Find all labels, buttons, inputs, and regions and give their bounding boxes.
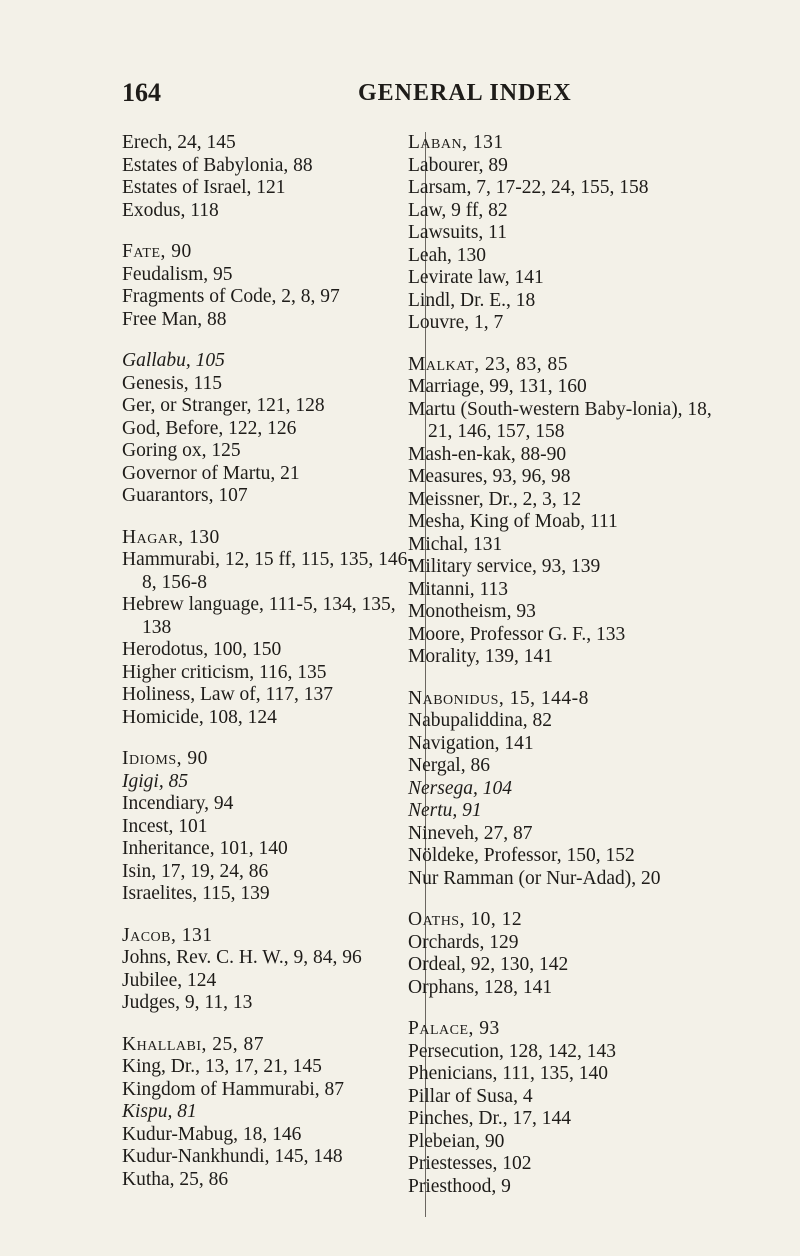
index-entry: Nabonidus, 15, 144-8: [408, 687, 589, 709]
index-entry: Mitanni, 113: [408, 578, 509, 600]
index-entry: Mesha, King of Moab, 111: [408, 511, 618, 532]
index-entry: Persecution, 128, 142, 143: [408, 1040, 616, 1062]
index-letter-group: [122, 350, 422, 508]
page-header: [122, 78, 682, 114]
index-entry: Goring ox, 125: [122, 440, 241, 461]
index-entry: Israelites, 115, 139: [122, 883, 270, 904]
index-entry: Jubilee, 124: [122, 969, 217, 991]
index-entry: Isin, 17, 19, 24, 86: [122, 860, 269, 882]
index-entry: Exodus, 118: [122, 199, 219, 221]
index-entry: Lindl, Dr. E., 18: [408, 289, 536, 311]
index-entry: Fragments of Code, 2, 8, 97: [122, 286, 340, 307]
index-entry: Nabupaliddina, 82: [408, 710, 553, 731]
index-entry: Phenicians, 111, 135, 140: [408, 1063, 609, 1084]
index-entry: Homicide, 108, 124: [122, 706, 277, 728]
index-entry: Kispu, 81: [122, 1101, 197, 1122]
index-letter-group: [122, 1034, 422, 1192]
index-entry: Hebrew language, 111-5, 134, 135, 138: [122, 594, 396, 638]
index-entry: Orchards, 129: [408, 931, 519, 953]
index-entry: Jacob, 131: [122, 924, 213, 946]
index-entry: Higher criticism, 116, 135: [122, 661, 327, 683]
index-letter-group: [122, 132, 422, 222]
index-entry: Gallabu, 105: [122, 350, 225, 371]
index-entry: Estates of Babylonia, 88: [122, 154, 313, 176]
index-entry: Moore, Professor G. F., 133: [408, 623, 626, 645]
index-entry: Ger, or Stranger, 121, 128: [122, 395, 325, 416]
index-entry: Priestesses, 102: [408, 1153, 532, 1174]
index-entry: Law, 9 ff, 82: [408, 199, 508, 221]
index-letter-group: [122, 925, 422, 1015]
index-entry: Oaths, 10, 12: [408, 909, 523, 930]
index-letter-group: [408, 687, 738, 891]
index-entry: Nertu, 91: [408, 800, 482, 821]
index-entry: Incest, 101: [122, 815, 208, 837]
index-entry: Kingdom of Hammurabi, 87: [122, 1078, 345, 1100]
index-entry: Igigi, 85: [122, 770, 189, 792]
index-entry: Larsam, 7, 17-22, 24, 155, 158: [408, 177, 649, 198]
index-letter-group: [122, 241, 422, 331]
index-entry: Louvre, 1, 7: [408, 312, 504, 333]
index-entry: Judges, 9, 11, 13: [122, 992, 253, 1013]
index-entry: Military service, 93, 139: [408, 556, 601, 577]
index-entry: Incendiary, 94: [122, 793, 234, 814]
index-entry: Orphans, 128, 141: [408, 976, 553, 998]
index-entry: Navigation, 141: [408, 732, 534, 754]
index-entry: Fate, 90: [122, 241, 192, 262]
index-entry: Labourer, 89: [408, 154, 508, 176]
index-entry: Palace, 93: [408, 1018, 500, 1039]
index-column-right: [408, 132, 738, 1217]
index-column-left: [122, 132, 422, 1210]
index-entry: Ordeal, 92, 130, 142: [408, 954, 569, 975]
index-entry: Erech, 24, 145: [122, 132, 236, 153]
index-entry: Laban, 131: [408, 132, 504, 153]
index-entry: Plebeian, 90: [408, 1130, 505, 1152]
index-entry: Khallabi, 25, 87: [122, 1033, 265, 1055]
index-entry: Marriage, 99, 131, 160: [408, 376, 587, 397]
index-entry: Michal, 131: [408, 533, 503, 555]
index-entry: Mash-en-kak, 88-90: [408, 443, 567, 465]
index-entry: Nur Ramman (or Nur-Adad), 20: [408, 867, 661, 889]
index-entry: Leah, 130: [408, 244, 486, 266]
index-entry: Johns, Rev. C. H. W., 9, 84, 96: [122, 947, 362, 968]
index-letter-group: [408, 353, 738, 669]
index-entry: Hammurabi, 12, 15 ff, 115, 135, 146-8, 156-8: [122, 549, 414, 593]
index-entry: Idioms, 90: [122, 748, 208, 769]
page-number: 164: [122, 78, 161, 107]
index-entry: Meissner, Dr., 2, 3, 12: [408, 488, 582, 510]
index-entry: Levirate law, 141: [408, 267, 544, 288]
index-entry: Free Man, 88: [122, 308, 227, 330]
index-entry: Guarantors, 107: [122, 485, 248, 506]
index-entry: Pillar of Susa, 4: [408, 1085, 533, 1107]
index-entry: King, Dr., 13, 17, 21, 145: [122, 1056, 322, 1077]
index-entry: Governor of Martu, 21: [122, 462, 300, 484]
index-letter-group: [122, 527, 422, 730]
index-entry: Kudur-Mabug, 18, 146: [122, 1123, 302, 1145]
index-entry: Feudalism, 95: [122, 263, 233, 285]
index-entry: God, Before, 122, 126: [122, 417, 297, 439]
index-entry: Nineveh, 27, 87: [408, 822, 533, 844]
index-entry: Genesis, 115: [122, 372, 223, 394]
index-entry: Monotheism, 93: [408, 601, 536, 622]
index-entry: Martu (South-western Baby-lonia), 18, 21, 146, 157, 158: [408, 398, 712, 442]
index-entry: Kutha, 25, 86: [122, 1168, 229, 1190]
index-entry: Morality, 139, 141: [408, 646, 553, 667]
index-letter-group: [122, 748, 422, 906]
index-entry: Nergal, 86: [408, 755, 490, 776]
index-entry: Estates of Israel, 121: [122, 177, 286, 198]
index-letter-group: [408, 1018, 738, 1198]
index-entry: Holiness, Law of, 117, 137: [122, 684, 334, 705]
index-entry: Nersega, 104: [408, 777, 512, 799]
index-entry: Malkat, 23, 83, 85: [408, 353, 568, 375]
index-entry: Herodotus, 100, 150: [122, 639, 282, 660]
index-entry: Inheritance, 101, 140: [122, 838, 288, 859]
page-title: GENERAL INDEX: [358, 80, 572, 106]
index-entry: Priesthood, 9: [408, 1175, 511, 1197]
index-letter-group: [408, 909, 738, 999]
index-letter-group: [408, 132, 738, 335]
index-entry: Nöldeke, Professor, 150, 152: [408, 845, 635, 866]
index-entry: Kudur-Nankhundi, 145, 148: [122, 1146, 343, 1167]
index-entry: Measures, 93, 96, 98: [408, 466, 571, 487]
index-entry: Lawsuits, 11: [408, 222, 507, 243]
index-entry: Hagar, 130: [122, 526, 220, 548]
index-entry: Pinches, Dr., 17, 144: [408, 1108, 572, 1129]
